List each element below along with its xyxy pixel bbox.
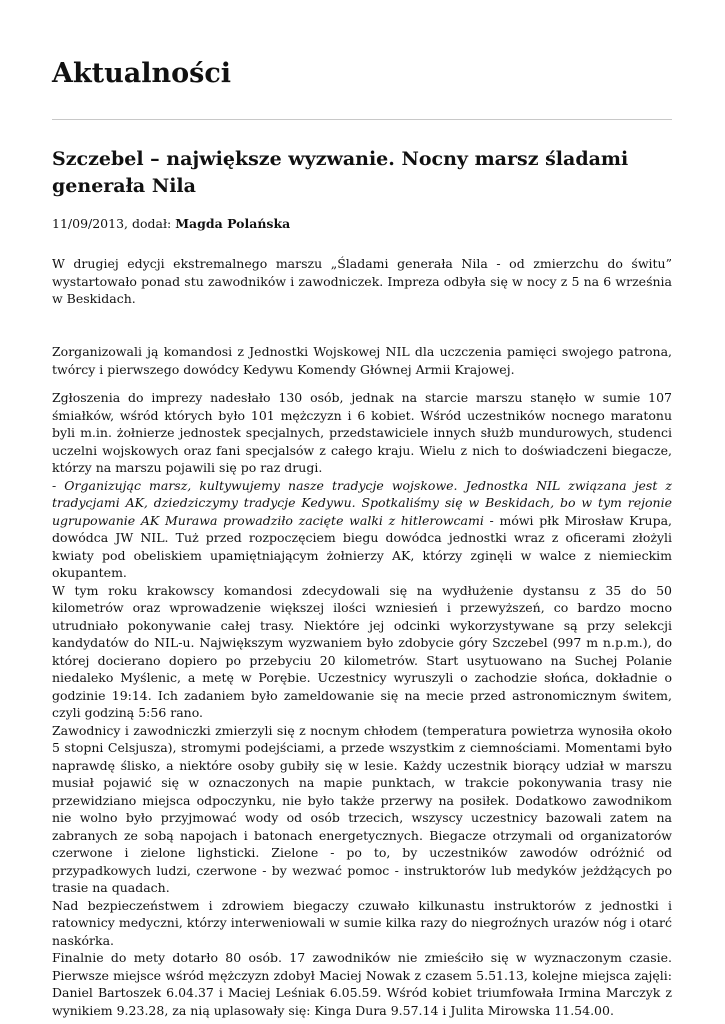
- results-paragraph: Finalnie do mety dotarło 80 osób. 17 zawodników nie zmieściło się w wyznaczonym czasie. Pierwsze miejsce wśród mężczyzn zdobył Maciej Nowak z czasem 5.51.13, kolejne miejsca zajęli: Daniel Bartoszek 6.04.37 i Maciej Leśniak 6.05.59. Wśród kobiet triumfowała Irmina Marczyk z wynikiem 9.23.28, za nią uplasowały się: Kinga Dura 9.57.14 i Julita Mirowska 11.54.00.: [52, 950, 672, 1018]
- route-paragraph: W tym roku krakowscy komandosi zdecydowali się na wydłużenie dystansu z 35 do 50 kilometrów oraz wprowadzenie większej ilości wzniesień i przewyższeń, co bardzo mocno utrudniało pokonywanie całej trasy. Niektóre jej odcinki wykorzystywane są przy selekcji kandydatów do NIL-u. Największym wyzwaniem było zdobycie góry Szczebel (997 m n.p.m.), do której docierano dopiero po przebyciu 20 kilometrów. Start usytuowano na Suchej Polanie niedaleko Myślenic, a metę w Porębie. Uczestnicy wyruszyli o zachodzie słońca, dokładnie o godzinie 19:14. Ich zadaniem było zameldowanie się na mecie przed astronomicznym świtem, czyli godziną 5:56 rano.: [52, 582, 672, 720]
- title-divider: [52, 119, 672, 120]
- article-intro: [52, 255, 672, 308]
- added-by-label: , dodał:: [124, 216, 176, 231]
- quote-paragraph: [52, 477, 672, 582]
- intro-paragraph: W drugiej edycji ekstremalnego marszu „Śladami generała Nila - od zmierzchu do świtu” wystartowało ponad stu zawodników i zawodniczek. Impreza odbyła się w nocy z 5 na 6 września w Beskidach.: [52, 256, 672, 306]
- page-title: Aktualności: [52, 58, 232, 89]
- quote-italic: - Organizując marsz, kultywujemy nasze tradycje wojskowe. Jednostka NIL związana jest z tradycjami AK, dziedziczymy tradycje Kedywu. Spotkaliśmy się w Beskidach, bo w tym rejonie ugrupowanie AK Murawa prowadziło zacięte walki z hitlerowcami: [52, 477, 672, 528]
- registration-paragraph: Zgłoszenia do imprezy nadesłało 130 osób, jednak na starcie marszu stanęło w sumie 107 śmiałków, wśród których było 101 mężczyzn i 6 kobiet. Wśród uczestników nocnego maratonu byli m.in. żołnierze jednostek specjalnych, przedstawiciele innych służb mundurowych, studenci uczelni wojskowych oraz fani specjalsów z całego kraju. Wielu z nich to doświadczeni biegacze, którzy na marszu pojawili się po raz drugi.: [52, 390, 672, 475]
- article-organizers: [52, 343, 672, 378]
- quote-attribution: - mówi płk Mirosław Krupa, dowódca JW NIL. Tuż przed rozpoczęciem biegu dowódca jednostki wraz z oficerami złożyli kwiaty pod obeliskiem upamiętniającym żołnierzy AK, którzy zginęli w walce z niemieckim okupantem.: [52, 512, 672, 580]
- article-body: [52, 389, 672, 1019]
- conditions-paragraph: Zawodnicy i zawodniczki zmierzyli się z nocnym chłodem (temperatura powietrza wynosiła około 5 stopni Celsjusza), stromymi podejściami, a przede wszystkim z ciemnościami. Momentami było naprawdę ślisko, a niektóre osoby gubiły się w lesie. Każdy uczestnik biorący udział w marszu musiał pojawić się w oznaczonych na mapie punktach, w trakcie pokonywania trasy nie przewidziano miejsca odpoczynku, nie było także przerwy na posiłek. Dodatkowo zawodnikom nie wolno było przyjmować wody od osób trzecich, wszyscy uczestnicy bazowali zatem na zabranych ze sobą napojach i batonach energetycznych. Biegacze otrzymali od organizatorów czerwone i zielone lighsticki. Zielone - po to, by uczestników zawodów odróżnić od przypadkowych ludzi, czerwone - by wezwać pomoc - instruktorów lub medyków jeżdżących po trasie na quadach.: [52, 722, 672, 895]
- article-date: 11/09/2013: [52, 216, 125, 231]
- article-title: Szczebel – największe wyzwanie. Nocny marsz śladami generała Nila: [52, 148, 629, 197]
- safety-paragraph: Nad bezpieczeństwem i zdrowiem biegaczy czuwało kilkunastu instruktorów z jednostki i ratownicy medyczni, którzy interweniowali w sumie kilka razy do niegroźnych urazów nóg i otarć naskórka.: [52, 897, 672, 948]
- organizers-paragraph: Zorganizowali ją komandosi z Jednostki Wojskowej NIL dla uczczenia pamięci swojego patrona, twórcy i pierwszego dowódcy Kedywu Komendy Głównej Armii Krajowej.: [52, 344, 672, 377]
- article-meta: [52, 214, 290, 234]
- article-author: Magda Polańska: [175, 216, 291, 231]
